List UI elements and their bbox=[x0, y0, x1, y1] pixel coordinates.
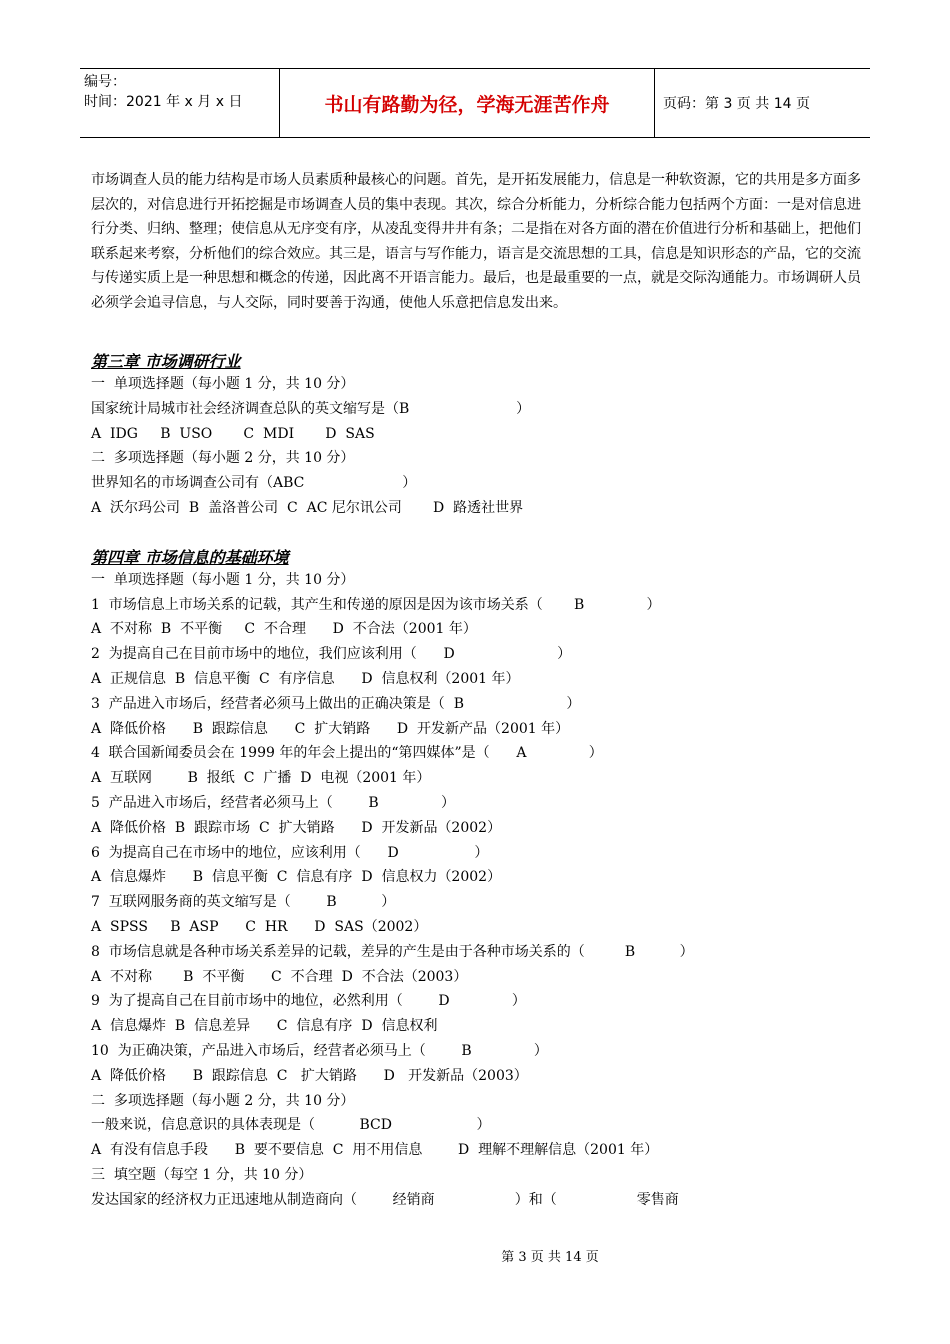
chapter4-line: A 互联网 B 报纸 C 广播 D 电视（2001 年） bbox=[91, 770, 431, 787]
chapter4-line: 4 联合国新闻委员会在 1999 年的年会上提出的“第四媒体”是（ A ） bbox=[91, 745, 603, 762]
chapter4-line: A 不对称 B 不平衡 C 不合理 D 不合法（2003） bbox=[91, 968, 468, 985]
chapter3-line: 一 单项选择题（每小题 1 分，共 10 分） bbox=[91, 376, 355, 392]
number-label: 编号： bbox=[84, 74, 126, 90]
header-meta bbox=[80, 69, 280, 137]
chapter4-line: A 正规信息 B 信息平衡 C 有序信息 D 信息权利（2001 年） bbox=[91, 670, 520, 687]
chapter4-title: 第四章 市场信息的基础环境 bbox=[91, 547, 289, 567]
footer-page-number: 第 3 页 共 14 页 bbox=[501, 1250, 599, 1265]
intro-paragraph: 市场调查人员的能力结构是市场人员素质种最核心的问题。首先，是开拓发展能力，信息是一种软资源，它的共用是多方面多层次的，对信息进行开拓挖掘是市场调查人员的集中表现。其次，综合分析能力，分析综合能力包括两个方面：一是对信息进行分类、归纳、整理；使信息从无序变有序，从凌乱变得井井有条；二是指在对各方面的潜在价值进行分析和基础上，把他们联系起来考察，分析他们的综合效应。其三是，语言与写作能力，语言是交流思想的工具，信息是知识形态的产品，它的交流与传递实质上是一种思想和概念的传递，因此离不开语言能力。最后，也是最重要的一点，就是交际沟通能力。市场调研人员必须学会追寻信息，与人交际，同时要善于沟通，使他人乐意把信息发出来。 bbox=[91, 172, 861, 311]
chapter4-line: A 有没有信息手段 B 要不要信息 C 用不用信息 D 理解不理解信息（2001 年） bbox=[91, 1142, 659, 1159]
chapter4-line: 一般来说，信息意识的具体表现是（ BCD ） bbox=[91, 1117, 491, 1134]
chapter4-line: A 降低价格 B 跟踪信息 C 扩大销路 D 开发新品（2003） bbox=[91, 1067, 528, 1084]
page-header bbox=[80, 68, 870, 138]
chapter4-line: 7 互联网服务商的英文缩写是（ B ） bbox=[91, 894, 396, 911]
chapter4-line: 三 填空题（每空 1 分，共 10 分） bbox=[91, 1166, 313, 1183]
chapter4-line: A 信息爆炸 B 信息平衡 C 信息有序 D 信息权力（2002） bbox=[91, 869, 502, 886]
time-label: 时间：2021 年 x 月 x 日 bbox=[84, 94, 243, 110]
header-motto: 书山有路勤为径，学海无涯苦作舟 bbox=[280, 69, 655, 137]
chapter4-line: 9 为了提高自己在目前市场中的地位，必然利用（ D ） bbox=[91, 993, 526, 1010]
chapter3-lines bbox=[91, 372, 861, 521]
chapter4-line: 一 单项选择题（每小题 1 分，共 10 分） bbox=[91, 571, 355, 588]
header-page-info: 页码：第 3 页 共 14 页 bbox=[663, 96, 810, 112]
chapter4-line: 6 为提高自己在市场中的地位，应该利用（ D ） bbox=[91, 844, 489, 861]
chapter4-line: 2 为提高自己在目前市场中的地位，我们应该利用（ D ） bbox=[91, 646, 572, 663]
page-footer bbox=[0, 1246, 950, 1265]
chapter4-line: 1 市场信息上市场关系的记载，其产生和传递的原因是因为该市场关系（ B ） bbox=[91, 596, 661, 613]
chapter3-line: 世界知名的市场调查公司有（ABC ） bbox=[91, 475, 417, 492]
chapter3-line: A 沃尔玛公司 B 盖洛普公司 C AC 尼尔讯公司 D 路透社世界 bbox=[91, 499, 524, 516]
chapter4-line: A SPSS B ASP C HR D SAS（2002） bbox=[91, 918, 428, 935]
chapter4-line: 5 产品进入市场后，经营者必须马上（ B ） bbox=[91, 794, 455, 811]
chapter4-line: A 降低价格 B 跟踪信息 C 扩大销路 D 开发新产品（2001 年） bbox=[91, 720, 570, 737]
chapter4-line: 3 产品进入市场后，经营者必须马上做出的正确决策是（ B ） bbox=[91, 695, 581, 712]
chapter3-line: 国家统计局城市社会经济调查总队的英文缩写是（B ） bbox=[91, 400, 531, 417]
chapter3-line: A IDG B USO C MDI D SAS bbox=[91, 425, 375, 442]
chapter4-line: 二 多项选择题（每小题 2 分，共 10 分） bbox=[91, 1092, 355, 1109]
chapter4-line: A 降低价格 B 跟踪市场 C 扩大销路 D 开发新品（2002） bbox=[91, 819, 502, 836]
chapter4-line: 发达国家的经济权力正迅速地从制造商向（ 经销商 ）和（ 零售商 bbox=[91, 1191, 679, 1208]
chapter4-line: 10 为正确决策，产品进入市场后，经营者必须马上（ B ） bbox=[91, 1042, 548, 1059]
document-body bbox=[91, 168, 861, 1213]
chapter3-line: 二 多项选择题（每小题 2 分，共 10 分） bbox=[91, 450, 355, 467]
chapter4-line: A 信息爆炸 B 信息差异 C 信息有序 D 信息权利 bbox=[91, 1018, 438, 1035]
chapter4-line: 8 市场信息就是各种市场关系差异的记载，差异的产生是由于各种市场关系的（ B ） bbox=[91, 943, 694, 960]
chapter4-line: A 不对称 B 不平衡 C 不合理 D 不合法（2001 年） bbox=[91, 621, 477, 638]
chapter4-lines bbox=[91, 568, 861, 1213]
chapter3-title: 第三章 市场调研行业 bbox=[91, 352, 241, 371]
